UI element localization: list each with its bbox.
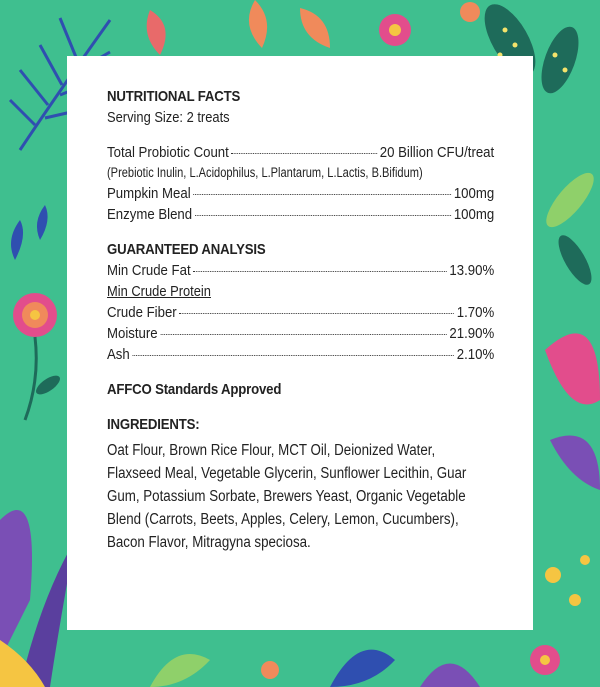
- fiber-label: Crude Fiber: [107, 304, 177, 321]
- blue-drop-icon: [11, 220, 23, 260]
- bottom-flowers-icon: [150, 645, 560, 687]
- blue-drop-icon: [37, 205, 48, 240]
- ash-row: [107, 344, 494, 365]
- pink-flower-icon: [379, 2, 480, 46]
- standards-text: AFFCO Standards Approved: [107, 381, 282, 398]
- moisture-value: 21.90%: [449, 325, 495, 342]
- orange-leaf-icon: [147, 10, 166, 55]
- probiotic-label: Total Probiotic Count: [107, 144, 229, 161]
- enzyme-value: 100mg: [453, 206, 495, 223]
- analysis-title: GUARANTEED ANALYSIS: [107, 241, 266, 258]
- fat-label: Min Crude Fat: [107, 262, 191, 279]
- probiotic-value: 20 Billion CFU/treat: [379, 144, 495, 161]
- protein-label: Min Crude Protein: [107, 283, 211, 300]
- pumpkin-label: Pumpkin Meal: [107, 185, 191, 202]
- serving-size: Serving Size: 2 treats: [107, 109, 230, 126]
- red-flower-icon: [13, 293, 63, 420]
- orange-leaf-icon: [300, 8, 330, 48]
- ash-value: 2.10%: [456, 346, 495, 363]
- nutrition-title: NUTRITIONAL FACTS: [107, 88, 241, 105]
- pumpkin-value: 100mg: [453, 185, 495, 202]
- probiotic-note: (Prebiotic Inulin, L.Acidophilus, L.Plantarum, L.Lactis, B.Bifidum): [107, 165, 423, 180]
- enzyme-label: Enzyme Blend: [107, 206, 193, 223]
- fiber-value: 1.70%: [456, 304, 495, 321]
- fat-row: [107, 260, 494, 281]
- nutrition-label-card: [67, 56, 533, 630]
- fat-value: 13.90%: [449, 262, 495, 279]
- ash-label: Ash: [107, 346, 130, 363]
- pink-plant-icon: [545, 333, 600, 490]
- fiber-row: [107, 302, 494, 323]
- ingredients-title: INGREDIENTS:: [107, 416, 200, 433]
- pumpkin-row: [107, 183, 494, 204]
- green-leaves-icon: [539, 166, 600, 289]
- moisture-label: Moisture: [107, 325, 158, 342]
- enzyme-row: [107, 204, 494, 225]
- yellow-flower-icon: [545, 555, 590, 606]
- probiotic-row: [107, 142, 494, 163]
- moisture-row: [107, 323, 494, 344]
- orange-leaf-icon: [249, 0, 267, 48]
- ingredients-text: Oat Flour, Brown Rice Flour, MCT Oil, Deionized Water, Flaxseed Meal, Vegetable Glycerin, Sunflower Lecithin, Guar Gum, Potassium Sorbate, Brewers Yeast, Organic Vegetable Blend (Carrots, Beets, Apples, Celery, Lemon, Cucumbers), Bacon Flavor, Mitragyna speciosa.: [107, 442, 467, 551]
